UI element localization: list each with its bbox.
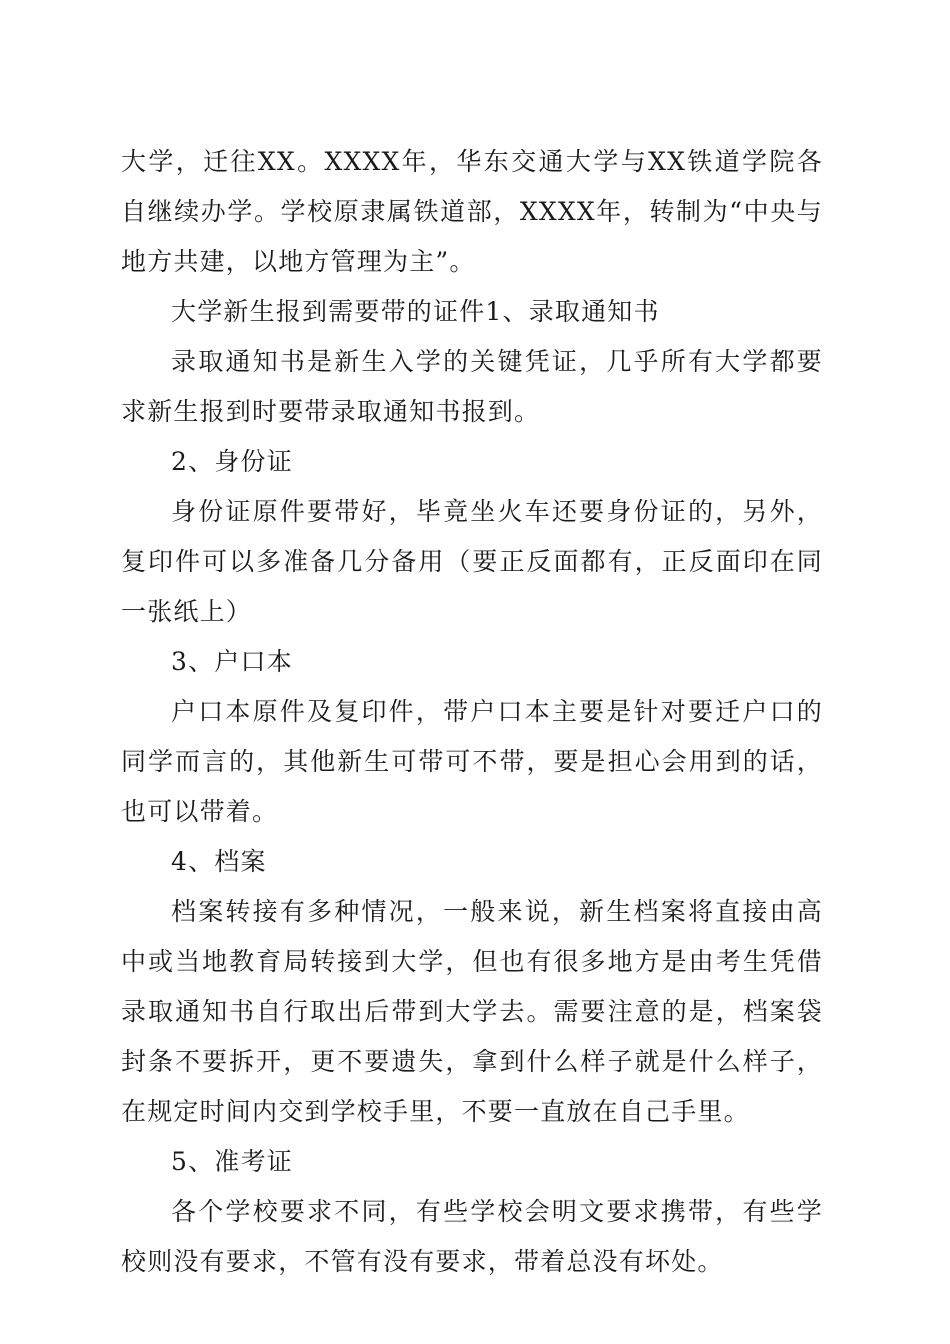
heading-household-register: 3、户口本 [171, 647, 293, 676]
document-body [121, 137, 823, 1287]
paragraph-admission-notice: 录取通知书是新生入学的关键凭证，几乎所有大学都要求新生报到时要带录取通知书报到。 [121, 347, 823, 426]
paragraph-admission-ticket: 各个学校要求不同，有些学校会明文要求携带，有些学校则没有要求，不管有没有要求，带着总没有坏处。 [121, 1197, 823, 1276]
paragraph-archive: 档案转接有多种情况，一般来说，新生档案将直接由高中或当地教育局转接到大学，但也有很多地方是由考生凭借录取通知书自行取出后带到大学去。需要注意的是，档案袋封条不要拆开，更不要遗失，拿到什么样子就是什么样子，在规定时间内交到学校手里，不要一直放在自己手里。 [121, 897, 823, 1126]
heading-archive: 4、档案 [171, 847, 267, 876]
heading-admission-ticket: 5、准考证 [171, 1147, 293, 1176]
paragraph-household-register: 户口本原件及复印件，带户口本主要是针对要迁户口的同学而言的，其他新生可带可不带，要是担心会用到的话，也可以带着。 [121, 697, 823, 826]
paragraph-id-card: 身份证原件要带好，毕竟坐火车还要身份证的，另外，复印件可以多准备几分备用（要正反面都有，正反面印在同一张纸上） [121, 497, 823, 626]
heading-id-card: 2、身份证 [171, 447, 293, 476]
paragraph-history-continued: 大学，迁往XX。XXXX年，华东交通大学与XX铁道学院各自继续办学。学校原隶属铁道部，XXXX年，转制为“中央与地方共建，以地方管理为主”。 [121, 147, 823, 276]
paragraph-required-documents-heading: 大学新生报到需要带的证件1、录取通知书 [171, 297, 660, 326]
